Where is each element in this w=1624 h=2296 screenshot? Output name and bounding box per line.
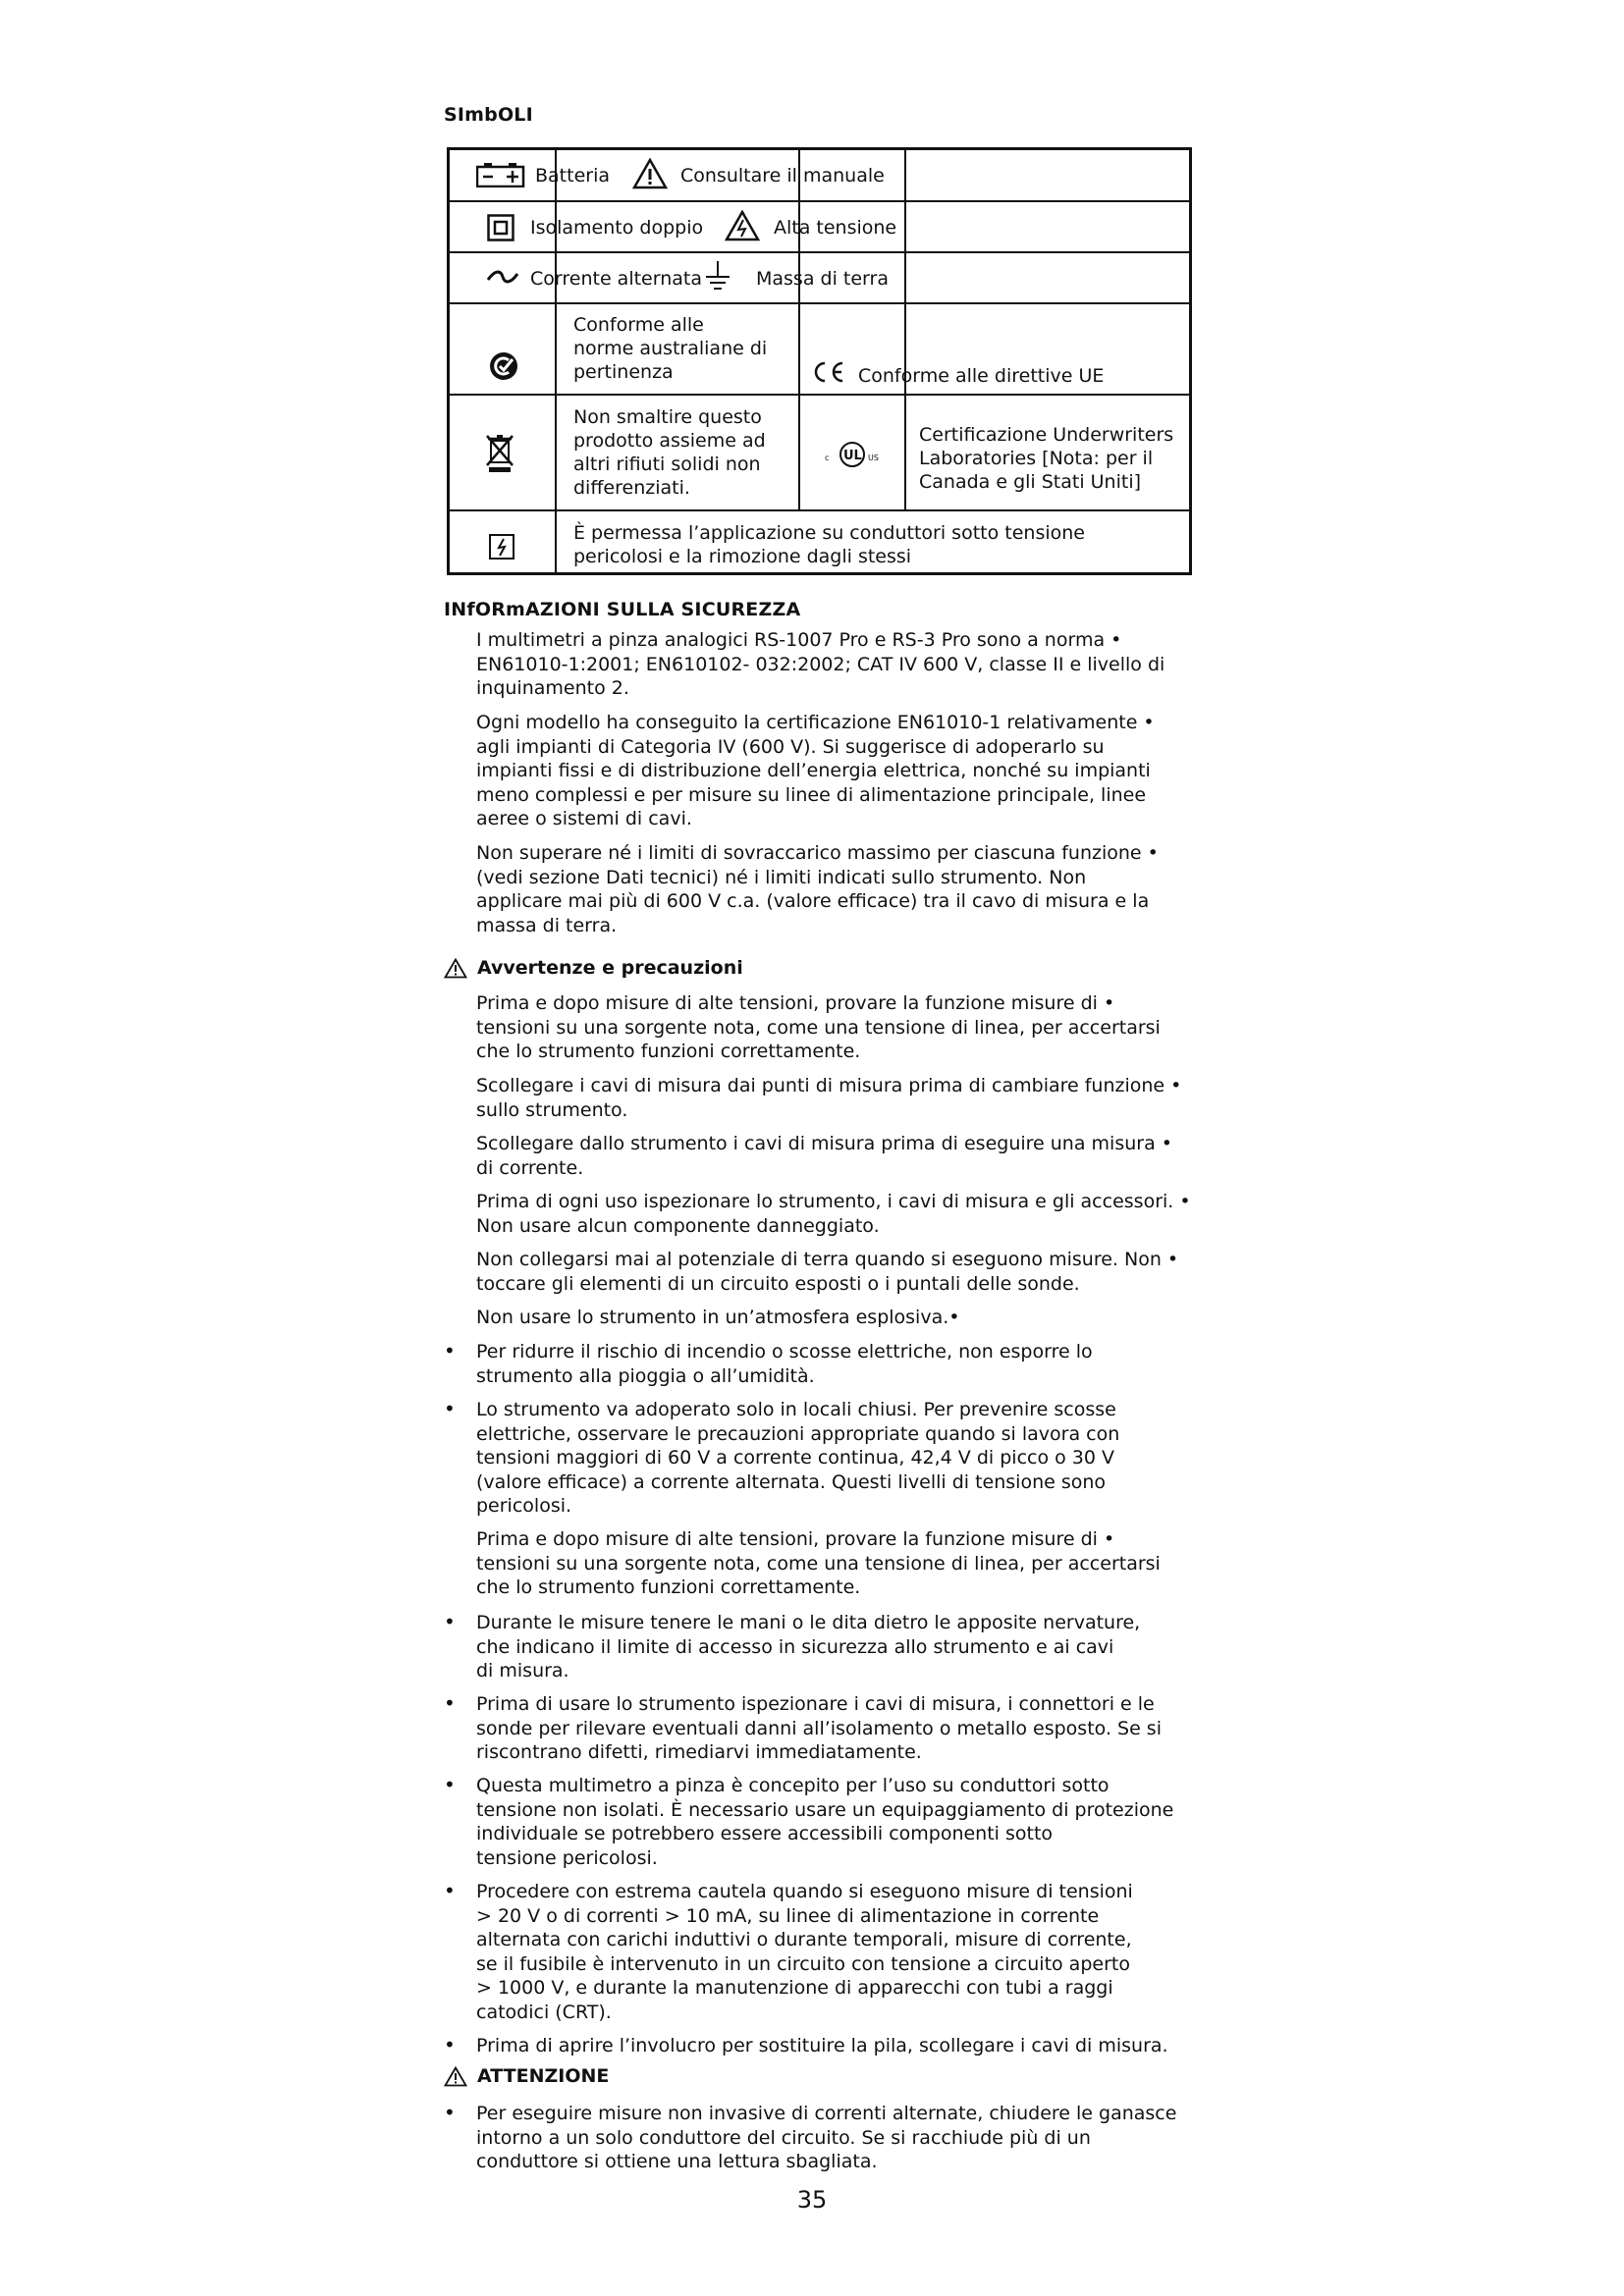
- ground-icon: [704, 260, 731, 292]
- weee-label: Non smaltire questo prodotto assieme ad altri rifiuti solidi non differenziati.: [573, 406, 766, 499]
- paragraph: I multimetri a pinza analogici RS-1007 Pro e RS-3 Pro sono a norma • EN61010-1:2001; EN610102- 032:2002; CAT IV 600 V, classe II e livello di inquinamento 2.: [476, 629, 1165, 699]
- table-divider: [904, 150, 906, 511]
- bullet-marker: •: [444, 1773, 456, 1796]
- warning-triangle-icon: [444, 958, 467, 979]
- bullet-marker: •: [444, 1397, 456, 1420]
- bullet-item: Prima di usare lo strumento ispezionare i cavi di misura, i connettori e le sonde per rilevare eventuali danni all’isolamento o metallo esposto. Se si riscontrano difetti, rimediarvi immediatamente.: [476, 1693, 1162, 1763]
- svg-text:c: c: [825, 454, 830, 462]
- warning-paragraph: Non usare lo strumento in un’atmosfera esplosiva.•: [476, 1307, 960, 1328]
- ul-mark-icon: [823, 440, 882, 469]
- ground-label: Massa di terra: [756, 268, 889, 290]
- warning-paragraph: Non collegarsi mai al potenziale di terra quando si eseguono misure. Non • toccare gli elementi di un circuito esposti o i puntali delle sonde.: [476, 1249, 1179, 1295]
- eu-directives-label: Conforme alle direttive UE: [858, 365, 1105, 387]
- warnings-heading: Avvertenze e precauzioni: [444, 957, 743, 979]
- svg-text:US: US: [868, 454, 879, 462]
- high-voltage-label: Alta tensione: [774, 217, 897, 239]
- paragraph: Ogni modello ha conseguito la certificazione EN61010-1 relativamente • agli impianti di Categoria IV (600 V). Si suggerisce di adoperarlo su impianti fissi e di distribuzione dell’energia elettrica, nonché su impianti meno complessi e per misure su linee di alimentazione principale, linee aeree o sistemi di cavi.: [476, 712, 1155, 829]
- high-voltage-icon: [725, 210, 760, 241]
- warning-triangle-icon: [632, 158, 668, 189]
- symbols-table: [447, 147, 1192, 575]
- manual-label: Consultare il manuale: [680, 165, 885, 187]
- bullet-item: Questa multimetro a pinza è concepito per l’uso su conduttori sotto tensione non isolati. È necessario usare un equipaggiamento di protezione individuale se potrebbero essere accessibili componenti sotto tensione pericolosi.: [476, 1775, 1174, 1869]
- live-conductor-label: È permessa l’applicazione su conduttori sotto tensione pericolosi e la rimozione dagli stessi: [573, 522, 1085, 567]
- svg-text:UL: UL: [843, 449, 862, 463]
- battery-icon: [476, 162, 525, 187]
- bullet-item: Per eseguire misure non invasive di correnti alternate, chiudere le ganasce intorno a un solo conduttore del circuito. Se si racchiude più di un conduttore si ottiene una lettura sbagliata.: [476, 2103, 1177, 2172]
- warning-paragraph: Prima e dopo misure di alte tensioni, provare la funzione misure di • tensioni su una sorgente nota, come una tensione di linea, per accertarsi che lo strumento funzioni correttamente.: [476, 992, 1161, 1062]
- caution-heading: ATTENZIONE: [444, 2065, 609, 2087]
- battery-label: Batteria: [535, 165, 610, 187]
- paragraph: Prima e dopo misure di alte tensioni, provare la funzione misure di • tensioni su una sorgente nota, come una tensione di linea, per accertarsi che lo strumento funzioni correttamente.: [476, 1528, 1161, 1598]
- double-insulation-label: Isolamento doppio: [530, 217, 704, 239]
- bullet-marker: •: [444, 1339, 456, 1362]
- weee-bin-icon: [485, 433, 514, 474]
- bullet-item: Lo strumento va adoperato solo in locali chiusi. Per prevenire scosse elettriche, osservare le precauzioni appropriate quando si lavora con tensioni maggiori di 60 V a corrente continua, 42,4 V di picco o 30 V (valore efficace) a corrente alternata. Questi livelli di tensione sono pericolosi.: [476, 1399, 1120, 1517]
- paragraph: Non superare né i limiti di sovraccarico massimo per ciascuna funzione • (vedi sezione Dati tecnici) né i limiti indicati sullo strumento. Non applicare mai più di 600 V c.a. (valore efficace) tra il cavo di misura e la massa di terra.: [476, 842, 1159, 936]
- alternating-current-icon: [486, 269, 519, 285]
- bullet-marker: •: [444, 2101, 456, 2124]
- bullet-item: Per ridurre il rischio di incendio o scosse elettriche, non esporre lo strumento alla pioggia o all’umidità.: [476, 1341, 1093, 1387]
- australian-norms-label: Conforme alle norme australiane di pertinenza: [573, 314, 768, 383]
- symbols-heading: SImbOLI: [444, 104, 533, 126]
- warning-paragraph: Scollegare dallo strumento i cavi di misura prima di eseguire una misura • di corrente.: [476, 1133, 1172, 1179]
- ce-mark-icon: [811, 360, 846, 384]
- bullet-item: Procedere con estrema cautela quando si eseguono misure di tensioni > 20 V o di correnti > 10 mA, su linee di alimentazione in corrente alternata con carichi induttivi o durante temporali, misure di corrente, se il fusibile è intervenuto in un circuito con tensione a circuito aperto > 1000 V, e durante la manutenzione di apparecchi con tubi a raggi catodici (CRT).: [476, 1881, 1133, 2023]
- ul-certification-label: Certificazione Underwriters Laboratories [Nota: per il Canada e gli Stati Uniti]: [919, 424, 1174, 493]
- table-divider: [798, 150, 800, 511]
- warning-paragraph: Prima di ogni uso ispezionare lo strumento, i cavi di misura e gli accessori. • Non usare alcun componente danneggiato.: [476, 1191, 1191, 1237]
- bullet-marker: •: [444, 1610, 456, 1633]
- double-insulation-icon: [487, 214, 514, 241]
- bullet-marker: •: [444, 2033, 456, 2056]
- warning-triangle-icon: [444, 2066, 467, 2087]
- bullet-marker: •: [444, 1691, 456, 1715]
- bullet-marker: •: [444, 1879, 456, 1902]
- warning-paragraph: Scollegare i cavi di misura dai punti di misura prima di cambiare funzione • sullo strumento.: [476, 1075, 1182, 1121]
- page-number: 35: [796, 2186, 828, 2214]
- safety-heading: INfORmAZIONI SULLA SICUREZZA: [444, 599, 801, 620]
- ac-label: Corrente alternata: [530, 268, 702, 290]
- c-tick-mark-icon: [489, 351, 518, 381]
- bullet-item: Durante le misure tenere le mani o le dita dietro le apposite nervature, che indicano il limite di accesso in sicurezza allo strumento e ai cavi di misura.: [476, 1612, 1141, 1682]
- table-divider: [555, 150, 557, 572]
- bullet-item: Prima di aprire l’involucro per sostituire la pila, scollegare i cavi di misura.: [476, 2035, 1168, 2056]
- live-conductor-icon: [488, 533, 515, 561]
